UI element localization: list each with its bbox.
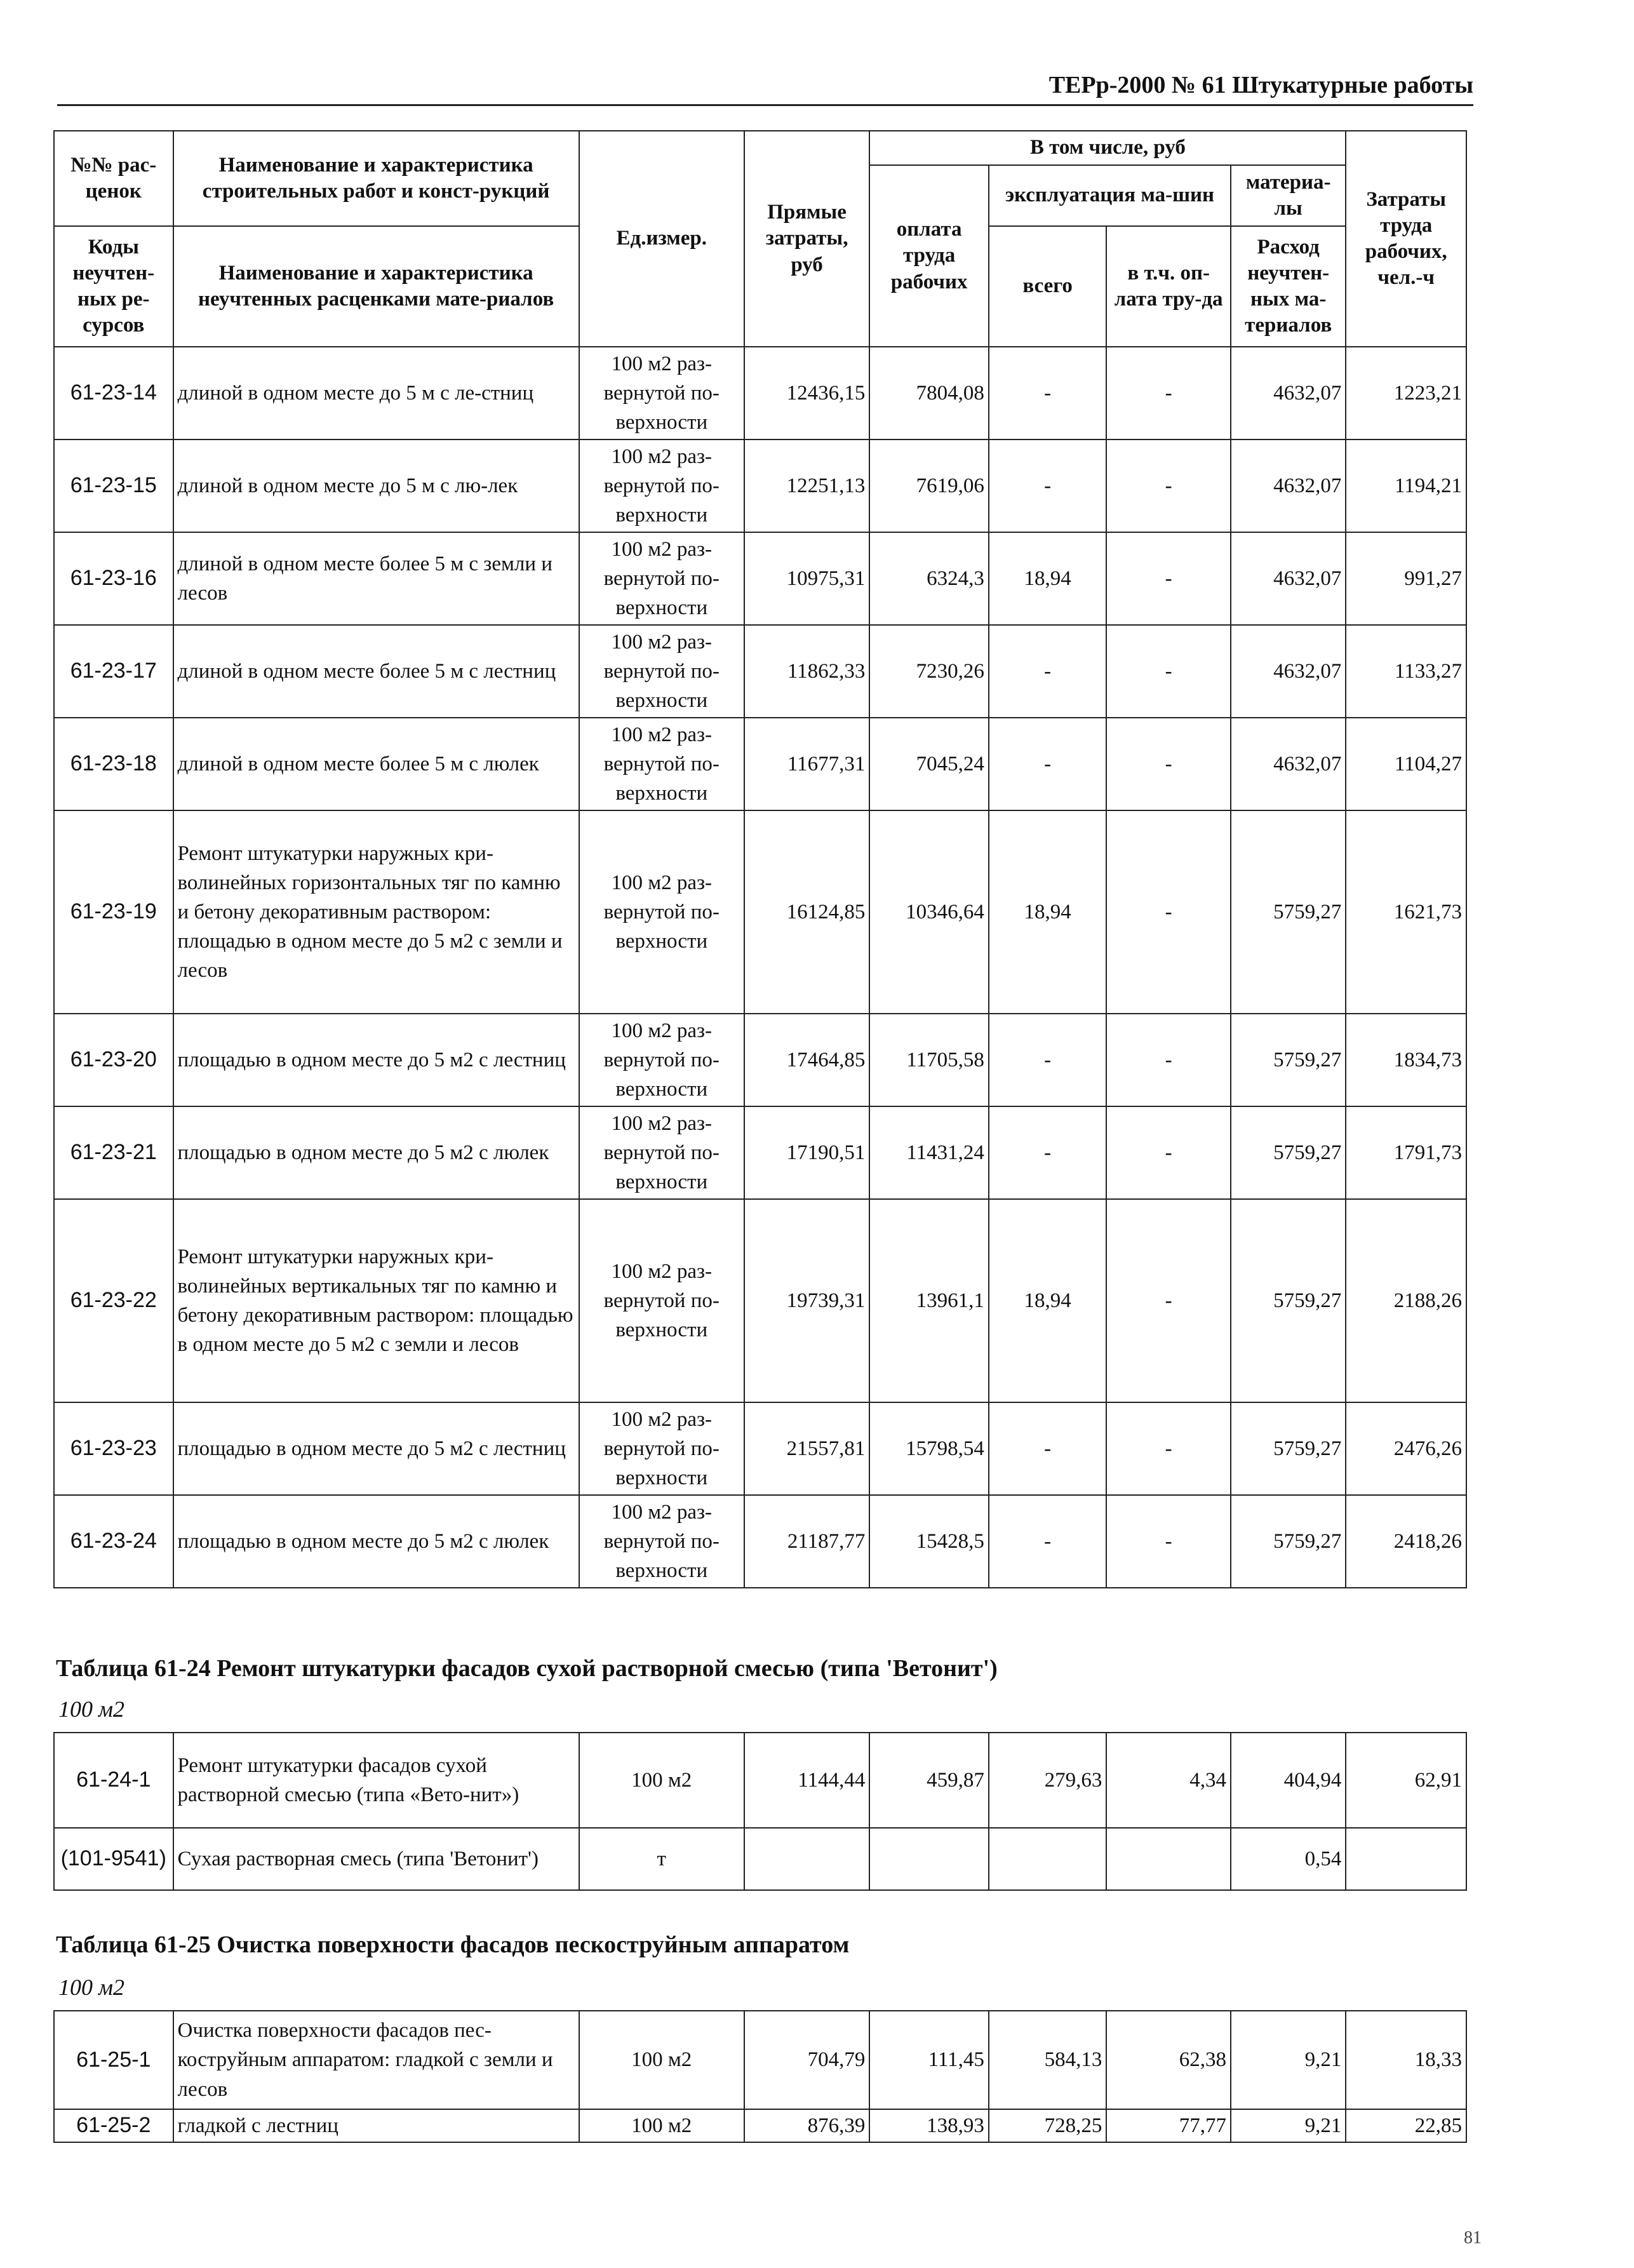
machines-total: 728,25	[989, 2109, 1107, 2142]
labor: 22,85	[1346, 2109, 1466, 2142]
work-name: гладкой с лестниц	[173, 2109, 579, 2142]
labor: 1194,21	[1346, 440, 1466, 532]
wage: 459,87	[869, 1733, 989, 1828]
materials: 4632,07	[1231, 532, 1346, 625]
machines-wage: -	[1106, 625, 1231, 718]
labor: 2418,26	[1346, 1495, 1466, 1588]
work-name: длиной в одном месте до 5 м с лю-лек	[173, 440, 579, 532]
machines-total: 18,94	[989, 810, 1107, 1014]
machines-wage: -	[1106, 440, 1231, 532]
labor: 18,33	[1346, 2011, 1466, 2109]
labor: 1104,27	[1346, 718, 1466, 810]
machines-wage: -	[1106, 1106, 1231, 1199]
rate-code: 61-23-20	[54, 1014, 173, 1106]
machines-wage: -	[1106, 347, 1231, 440]
rate-code: 61-23-19	[54, 810, 173, 1014]
materials: 9,21	[1231, 2011, 1346, 2109]
unit: 100 м2 раз-вернутой по-верхности	[579, 718, 744, 810]
direct-costs: 12436,15	[744, 347, 870, 440]
work-name: площадью в одном месте до 5 м2 с люлек	[173, 1495, 579, 1588]
machines-wage: 62,38	[1106, 2011, 1231, 2109]
table-row	[54, 810, 1466, 1014]
materials: 4632,07	[1231, 718, 1346, 810]
direct-costs: 19739,31	[744, 1199, 870, 1402]
machines-total: 584,13	[989, 2011, 1107, 2109]
work-name: площадью в одном месте до 5 м2 с лестниц	[173, 1014, 579, 1106]
work-name: длиной в одном месте более 5 м с лестниц	[173, 625, 579, 718]
materials: 4632,07	[1231, 347, 1346, 440]
machines-wage: -	[1106, 1014, 1231, 1106]
unit: 100 м2 раз-вернутой по-верхности	[579, 532, 744, 625]
table-24-caption: Таблица 61-24 Ремонт штукатурки фасадов сухой растворной смесью (типа 'Ветонит')	[56, 1655, 998, 1682]
rate-code: 61-23-15	[54, 440, 173, 532]
direct-costs: 10975,31	[744, 532, 870, 625]
machines-total: -	[989, 1495, 1107, 1588]
main-rates-table	[53, 130, 1467, 1588]
header-labor: Затраты труда рабочих, чел.-ч	[1346, 131, 1466, 347]
materials: 5759,27	[1231, 810, 1346, 1014]
wage: 11431,24	[869, 1106, 989, 1199]
direct-costs: 1144,44	[744, 1733, 870, 1828]
header-machines: эксплуатация ма-шин	[989, 165, 1231, 226]
table-row	[54, 2011, 1466, 2109]
work-name: Ремонт штукатурки наружных кри-волинейных горизонтальных тяг по камню и бетону декоративным раствором: площадью в одном месте до 5 м2 с земли и лесов	[173, 810, 579, 1014]
direct-costs: 704,79	[744, 2011, 870, 2109]
table-25-caption: Таблица 61-25 Очистка поверхности фасадов пескоструйным аппаратом	[56, 1931, 850, 1958]
machines-total: 18,94	[989, 1199, 1107, 1402]
wage: 7045,24	[869, 718, 989, 810]
materials: 4632,07	[1231, 440, 1346, 532]
header-wage: оплата труда рабочих	[869, 165, 989, 347]
header-machines-wage: в т.ч. оп-лата тру-да	[1106, 226, 1231, 347]
work-name: площадью в одном месте до 5 м2 с люлек	[173, 1106, 579, 1199]
wage: 7619,06	[869, 440, 989, 532]
rate-code: 61-25-1	[54, 2011, 173, 2109]
unit: 100 м2 раз-вернутой по-верхности	[579, 1014, 744, 1106]
machines-total: -	[989, 1106, 1107, 1199]
unit: 100 м2	[579, 2011, 744, 2109]
labor: 1791,73	[1346, 1106, 1466, 1199]
unit: 100 м2 раз-вернутой по-верхности	[579, 810, 744, 1014]
table-61-24	[53, 1732, 1467, 1891]
table-row	[54, 1402, 1466, 1495]
unit: 100 м2 раз-вернутой по-верхности	[579, 625, 744, 718]
unit: 100 м2 раз-вернутой по-верхности	[579, 347, 744, 440]
table-25-unit-label: 100 м2	[58, 1975, 124, 2000]
rate-code: 61-23-22	[54, 1199, 173, 1402]
machines-total: -	[989, 718, 1107, 810]
table-row	[54, 1495, 1466, 1588]
direct-costs: 16124,85	[744, 810, 870, 1014]
unit: 100 м2 раз-вернутой по-верхности	[579, 1495, 744, 1588]
header-materials: материа-лы	[1231, 165, 1346, 226]
work-name: Ремонт штукатурки наружных кри-волинейных вертикальных тяг по камню и бетону декоративным раствором: площадью в одном месте до 5 м2 с земли и лесов	[173, 1199, 579, 1402]
header-unit: Ед.измер.	[579, 131, 744, 347]
machines-total: -	[989, 1402, 1107, 1495]
machines-wage: -	[1106, 1199, 1231, 1402]
labor: 2476,26	[1346, 1402, 1466, 1495]
materials: 404,94	[1231, 1733, 1346, 1828]
labor: 1621,73	[1346, 810, 1466, 1014]
machines-wage: -	[1106, 532, 1231, 625]
resource-code: (101-9541)	[54, 1828, 173, 1890]
direct-costs: 12251,13	[744, 440, 870, 532]
table-header	[54, 131, 1466, 347]
table-row	[54, 1199, 1466, 1402]
labor: 1834,73	[1346, 1014, 1466, 1106]
work-name: длиной в одном месте более 5 м с люлек	[173, 718, 579, 810]
direct-costs: 11677,31	[744, 718, 870, 810]
machines-wage: -	[1106, 1495, 1231, 1588]
header-including: В том числе, руб	[869, 131, 1346, 165]
table-61-25	[53, 2010, 1467, 2143]
table-row	[54, 1733, 1466, 1828]
direct-costs: 11862,33	[744, 625, 870, 718]
direct-costs: 876,39	[744, 2109, 870, 2142]
materials: 5759,27	[1231, 1106, 1346, 1199]
work-name: длиной в одном месте более 5 м с земли и лесов	[173, 532, 579, 625]
table-row	[54, 718, 1466, 810]
table-row	[54, 1828, 1466, 1890]
labor: 991,27	[1346, 532, 1466, 625]
wage: 111,45	[869, 2011, 989, 2109]
unit: 100 м2 раз-вернутой по-верхности	[579, 1199, 744, 1402]
rate-code: 61-23-23	[54, 1402, 173, 1495]
direct-costs: 21187,77	[744, 1495, 870, 1588]
direct-costs: 21557,81	[744, 1402, 870, 1495]
rate-code: 61-24-1	[54, 1733, 173, 1828]
unit: 100 м2 раз-вернутой по-верхности	[579, 440, 744, 532]
unit: 100 м2	[579, 1733, 744, 1828]
machines-total: -	[989, 1014, 1107, 1106]
rate-code: 61-23-16	[54, 532, 173, 625]
machines-total: 279,63	[989, 1733, 1107, 1828]
direct-costs: 17464,85	[744, 1014, 870, 1106]
rate-code: 61-23-18	[54, 718, 173, 810]
wage: 10346,64	[869, 810, 989, 1014]
table-row	[54, 347, 1466, 440]
machines-wage: 4,34	[1106, 1733, 1231, 1828]
table-row	[54, 1106, 1466, 1199]
rate-code: 61-23-17	[54, 625, 173, 718]
wage: 15798,54	[869, 1402, 989, 1495]
header-direct-costs: Прямые затраты, руб	[744, 131, 870, 347]
header-materials-consumption: Расход неучтен-ных ма-териалов	[1231, 226, 1346, 347]
wage: 138,93	[869, 2109, 989, 2142]
table-row	[54, 2109, 1466, 2142]
wage: 7230,26	[869, 625, 989, 718]
material-name: Сухая растворная смесь (типа 'Ветонит')	[173, 1828, 579, 1890]
page-number: 81	[1464, 2228, 1482, 2248]
machines-wage: -	[1106, 810, 1231, 1014]
running-head: ТЕРр-2000 № 61 Штукатурные работы	[57, 71, 1473, 106]
materials: 0,54	[1231, 1828, 1346, 1890]
unit: 100 м2 раз-вернутой по-верхности	[579, 1402, 744, 1495]
table-row	[54, 440, 1466, 532]
rate-code: 61-25-2	[54, 2109, 173, 2142]
header-resource-codes: Коды неучтен-ных ре-сурсов	[54, 226, 173, 347]
unit: 100 м2 раз-вернутой по-верхности	[579, 1106, 744, 1199]
work-name: длиной в одном месте до 5 м с ле-стниц	[173, 347, 579, 440]
work-name: Ремонт штукатурки фасадов сухой растворной смесью (типа «Вето-нит»)	[173, 1733, 579, 1828]
wage: 11705,58	[869, 1014, 989, 1106]
machines-total: -	[989, 347, 1107, 440]
rate-code: 61-23-21	[54, 1106, 173, 1199]
header-material-name: Наименование и характеристика неучтенных расценками мате-риалов	[173, 226, 579, 347]
machines-wage: 77,77	[1106, 2109, 1231, 2142]
wage: 13961,1	[869, 1199, 989, 1402]
labor: 1223,21	[1346, 347, 1466, 440]
unit: 100 м2	[579, 2109, 744, 2142]
machines-wage: -	[1106, 718, 1231, 810]
table-24-unit-label: 100 м2	[58, 1696, 124, 1722]
materials: 4632,07	[1231, 625, 1346, 718]
header-machines-total: всего	[989, 226, 1107, 347]
materials: 9,21	[1231, 2109, 1346, 2142]
materials: 5759,27	[1231, 1402, 1346, 1495]
rate-code: 61-23-14	[54, 347, 173, 440]
header-work-name: Наименование и характеристика строительных работ и конст-рукций	[173, 131, 579, 226]
materials: 5759,27	[1231, 1199, 1346, 1402]
machines-total: -	[989, 440, 1107, 532]
table-row	[54, 1014, 1466, 1106]
work-name: Очистка поверхности фасадов пес-коструйным аппаратом: гладкой с земли и лесов	[173, 2011, 579, 2109]
work-name: площадью в одном месте до 5 м2 с лестниц	[173, 1402, 579, 1495]
materials: 5759,27	[1231, 1495, 1346, 1588]
table-row	[54, 625, 1466, 718]
table-row	[54, 532, 1466, 625]
wage: 15428,5	[869, 1495, 989, 1588]
unit: т	[579, 1828, 744, 1890]
machines-total: 18,94	[989, 532, 1107, 625]
machines-total: -	[989, 625, 1107, 718]
header-rate-numbers: №№ рас-ценок	[54, 131, 173, 226]
direct-costs: 17190,51	[744, 1106, 870, 1199]
machines-wage: -	[1106, 1402, 1231, 1495]
rate-code: 61-23-24	[54, 1495, 173, 1588]
labor: 2188,26	[1346, 1199, 1466, 1402]
materials: 5759,27	[1231, 1014, 1346, 1106]
wage: 7804,08	[869, 347, 989, 440]
wage: 6324,3	[869, 532, 989, 625]
labor: 62,91	[1346, 1733, 1466, 1828]
labor: 1133,27	[1346, 625, 1466, 718]
